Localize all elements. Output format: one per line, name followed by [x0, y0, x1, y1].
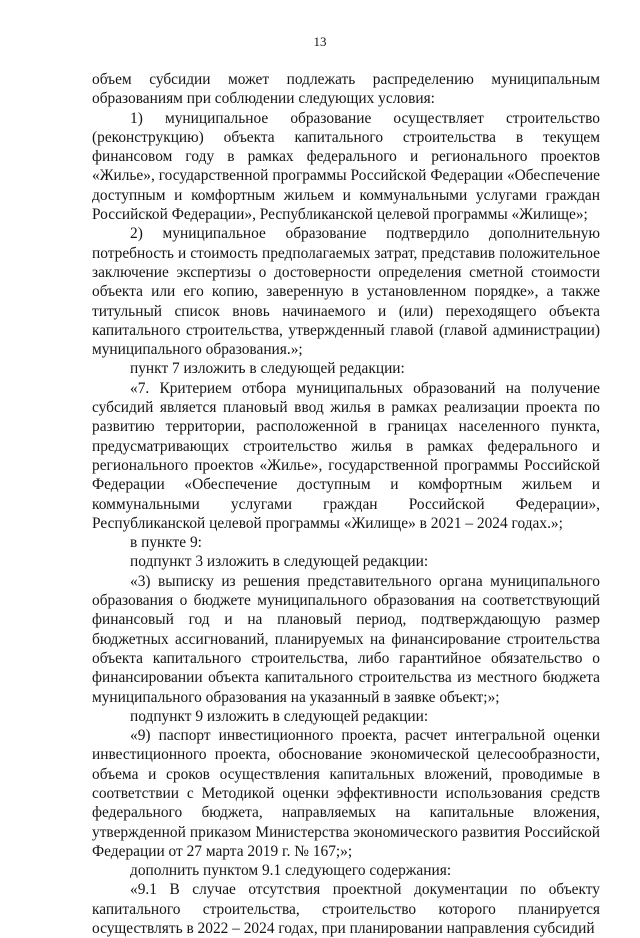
- paragraph-subpoint-3-text: «3) выписку из решения представительного органа муниципального образования о бюджете муниципального образования на соответствующий финансовый год и на плановый период, подтверждающую размер бюджетных ассигнований, планируемых на финансирование строительства объекта капитального строительства, либо гарантийное обязательство о финансировании объекта капитального строительства из местного бюджета муниципального образования на указанный в заявке объект;»;: [92, 572, 600, 706]
- paragraph-point-7-text: «7. Критерием отбора муниципальных образований на получение субсидий является плановый ввод жилья в рамках реализации проекта по развитию территории, расположенной в границах населенного пункта, предусматривающих строительство жилья в рамках федерального и регионального проектов «Жилье», государственной программы Российской Федерации «Обеспечение доступным и комфортным жильем и коммунальными услугами граждан Российской Федерации», Республиканской целевой программы «Жилище» в 2021 – 2024 годах.»;: [92, 379, 600, 532]
- paragraph-subsidy-conditions: объем субсидии может подлежать распределению муниципальным образованиям при соблюдении следующих условия:: [92, 71, 600, 108]
- paragraph-point-9-1-text: «9.1 В случае отсутствия проектной документации по объекту капитального строительства, строительство которого планируется осуществлять в 2022 – 2024 годах, при планировании направления субсидий: [92, 881, 600, 938]
- paragraph-condition-2: 2) муниципальное образование подтвердило дополнительную потребность и стоимость предполагаемых затрат, представив положительное заключение экспертизы о достоверности определения сметной стоимости объекта или его копию, заверенную в установленном порядке», а также титульный список вновь начинаемого и (или) переходящего объекта капитального строительства, утвержденный главой (главой администрации) муниципального образования.»;: [92, 225, 600, 359]
- paragraph-subpoint-9-text: «9) паспорт инвестиционного проекта, расчет интегральной оценки инвестиционного проекта, обоснование экономической целесообразности, объема и сроков осуществления капитальных вложений, проводимые в соответствии с Методикой оценки эффективности использования средств федерального бюджета, направляемых на капитальные вложения, утвержденной приказом Министерства экономического развития Российской Федерации от 27 марта 2019 г. № 167;»;: [92, 727, 600, 860]
- paragraph-point-9-1-instruction: дополнить пунктом 9.1 следующего содержания:: [130, 862, 452, 880]
- paragraph-subpoint-3-instruction: подпункт 3 изложить в следующей редакции:: [130, 553, 429, 571]
- paragraph-point-9-heading: в пункте 9:: [130, 534, 202, 552]
- paragraph-point-7-instruction: пункт 7 изложить в следующей редакции:: [130, 360, 405, 378]
- page-number: 13: [313, 34, 327, 49]
- paragraph-subpoint-9-instruction: подпункт 9 изложить в следующей редакции:: [130, 707, 429, 725]
- document-body: [92, 70, 600, 938]
- paragraph-condition-1: 1) муниципальное образование осуществляет строительство (реконструкцию) объекта капитального строительства в текущем финансовом году в рамках федерального и регионального проектов «Жилье», государственной программы Российской Федерации «Обеспечение доступным и комфортным жильем и коммунальными услугами граждан Российской Федерации», Республиканской целевой программы «Жилище»;: [92, 109, 600, 224]
